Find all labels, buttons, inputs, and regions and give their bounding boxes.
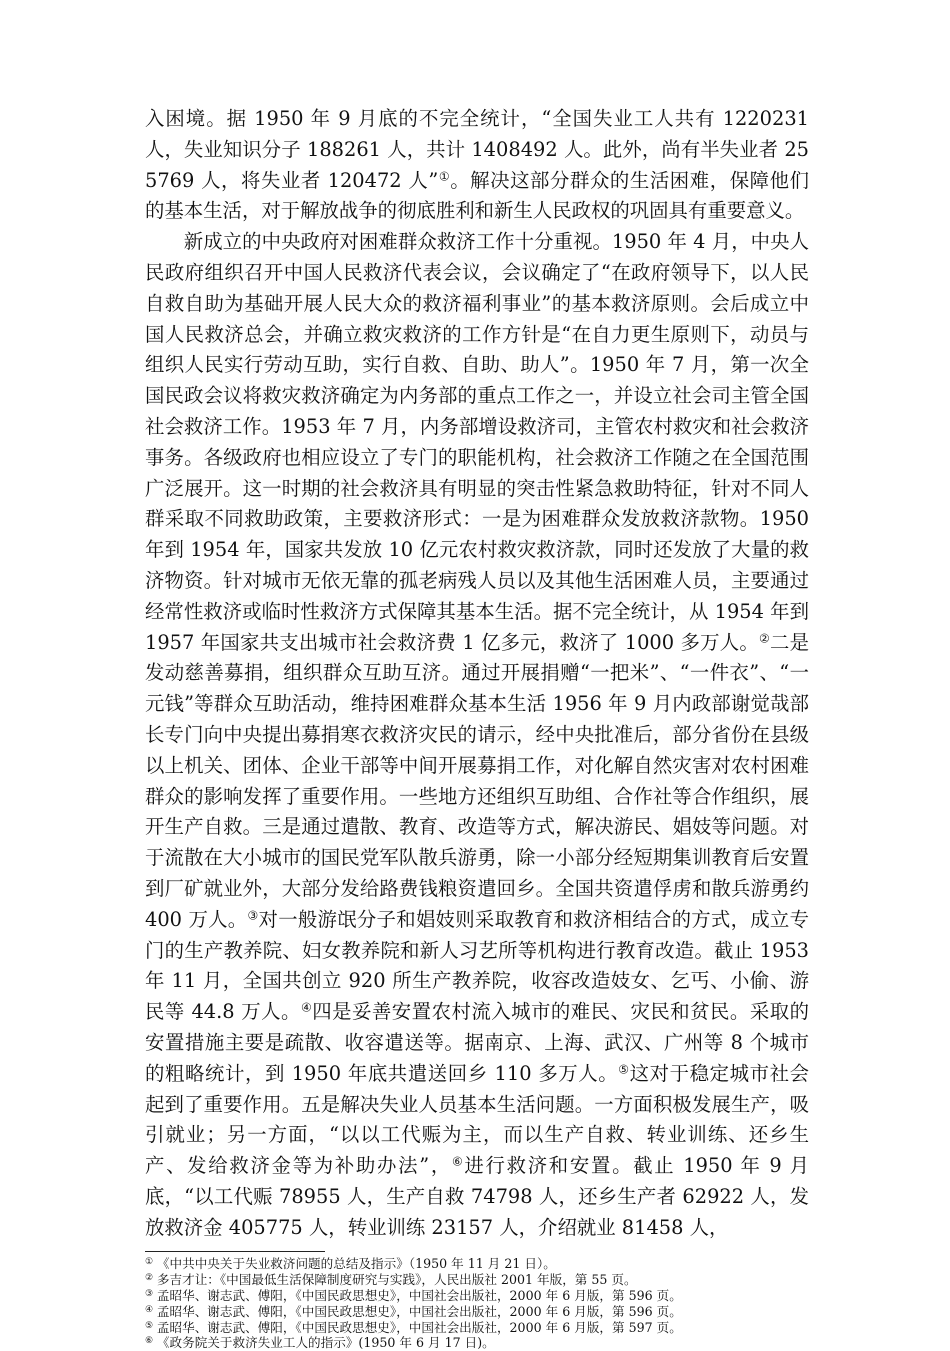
footnote-text: 孟昭华、谢志武、傅阳，《中国民政思想史》，中国社会出版社，2000 年 6 月版，第 597 页。 (156, 1319, 682, 1335)
footnote-ref: ⑥ (451, 1154, 465, 1169)
footnotes (145, 1256, 809, 1351)
footnote (145, 1304, 809, 1320)
footnote-text: 孟昭华、谢志武、傅阳，《中国民政思想史》，中国社会出版社，2000 年 6 月版，第 596 页。 (156, 1303, 682, 1319)
footnote (145, 1320, 809, 1336)
footnote-divider (145, 1251, 325, 1252)
footnote (145, 1288, 809, 1304)
paragraph-text: 。解决这部分群众的生活困难，保障他们的基本生活，对于解放战争的彻底胜利和新生人民政权的巩固具有重要意义。 (145, 168, 809, 223)
body-text (145, 104, 809, 1243)
paragraph (145, 104, 809, 227)
paragraph-text: 对一般游氓分子和娼妓则采取教育和救济相结合的方式，成立专门的生产教养院、妇女教养院和新人习艺所等机构进行教育改造。截止 1953 年 11 月，全国共创立 920 所生产教养院，收容改造妓女、乞丐、小偷、游民等 44.8 万人。 (145, 907, 809, 1024)
footnote-text: 《政务院关于救济失业工人的指示》(1950 年 6 月 17 日)。 (156, 1335, 495, 1351)
footnote (145, 1256, 809, 1272)
footnote-ref: ② (758, 630, 770, 645)
paragraph-text: 二是发动慈善募捐，组织群众互助互济。通过开展捐赠“一把米”、“一件衣”、“一元钱”等群众互助活动，维持困难群众基本生活 1956 年 9 月内政部谢觉哉部长专门向中央提出募捐寒衣救济灾民的请示，经中央批准后，部分省份在县级以上机关、团体、企业干部等中间开展募捐工作，对化解自然灾害对农村困难群众的影响发挥了重要作用。一些地方还组织互助组、合作社等合作组织，展开生产自救。三是通过遣散、教育、改造等方式，解决游民、娼妓等问题。对于流散在大小城市的国民党军队散兵游勇，除一小部分经短期集训教育后安置到厂矿就业外，大部分发给路费钱粮资遣回乡。全国共资遣俘虏和散兵游勇约 400 万人。 (145, 630, 809, 931)
footnote-text: 孟昭华、谢志武、傅阳，《中国民政思想史》，中国社会出版社，2000 年 6 月版，第 596 页。 (156, 1288, 682, 1304)
footnote (145, 1272, 809, 1288)
footnote-ref: ① (438, 168, 451, 183)
paragraph (145, 227, 809, 1243)
footnote-text: 多吉才让：《中国最低生活保障制度研究与实践》，人民出版社 2001 年版，第 55 页。 (156, 1272, 637, 1288)
document-page (145, 104, 809, 1351)
paragraph-text: 这对于稳定城市社会起到了重要作用。五是解决失业人员基本生活问题。一方面积极发展生产，吸引就业；另一方面，“以以工代赈为主，而以生产自救、转业训练、还乡生产、发给救济金等为补助办法”， (145, 1061, 810, 1178)
footnote-text: 《中共中央关于失业救济问题的总结及指示》（1950 年 11 月 21 日）。 (156, 1256, 556, 1272)
footnote-mark: ① (145, 1257, 153, 1268)
footnote-mark: ⑤ (145, 1320, 153, 1331)
paragraph-text: 进行救济和安置。截止 1950 年 9 月底，“以工代赈 78955 人，生产自救 74798 人，还乡生产者 62922 人，发放救济金 405775 人，转业训练 23157 人，介绍就业 81458 人， (145, 1154, 809, 1239)
footnote-mark: ③ (145, 1289, 153, 1300)
footnote-ref: ⑤ (618, 1062, 630, 1077)
paragraph-text: 入困境。据 1950 年 9 月底的不完全统计，“全国失业工人共有 1220231 人，失业知识分子 188261 人，共计 1408492 人。此外，尚有半失业者 255769 人，将失业者 120472 人” (145, 107, 809, 192)
footnote-mark: ⑥ (145, 1336, 153, 1347)
footnote-mark: ④ (145, 1304, 153, 1315)
footnote-mark: ② (145, 1273, 153, 1284)
footnote-ref: ④ (300, 1000, 313, 1015)
footnote (145, 1335, 809, 1351)
paragraph-text: 新成立的中央政府对困难群众救济工作十分重视。1950 年 4 月，中央人民政府组织召开中国人民救济代表会议，会议确定了“在政府领导下，以人民自救自助为基础开展人民大众的救济福利事业”的基本救济原则。会后成立中国人民救济总会，并确立救灾救济的工作方针是“在自力更生原则下，动员与组织人民实行劳动互助，实行自救、自助、助人”。1950 年 7 月，第一次全国民政会议将救灾救济确定为内务部的重点工作之一，并设立社会司主管全国社会救济工作。1953 年 7 月，内务部增设救济司，主管农村救灾和社会救济事务。各级政府也相应设立了专门的职能机构，社会救济工作随之在全国范围广泛展开。这一时期的社会救济具有明显的突击性紧急救助特征，针对不同人群采取不同救助政策，主要救济形式：一是为困难群众发放救济款物。1950 年到 1954 年，国家共发放 10 亿元农村救灾救济款，同时还发放了大量的救济物资。针对城市无依无靠的孤老病残人员以及其他生活困难人员，主要通过经常性救济或临时性救济方式保障其基本生活。据不完全统计，从 1954 年到 1957 年国家共支出城市社会救济费 1 亿多元，救济了 1000 多万人。 (145, 230, 809, 654)
footnote-ref: ③ (247, 908, 259, 923)
paragraph-text: 四是妥善安置农村流入城市的难民、灾民和贫民。采取的安置措施主要是疏散、收容遣送等。据南京、上海、武汉、广州等 8 个城市的粗略统计，到 1950 年底共遣送回乡 110 多万人。 (145, 1000, 809, 1085)
